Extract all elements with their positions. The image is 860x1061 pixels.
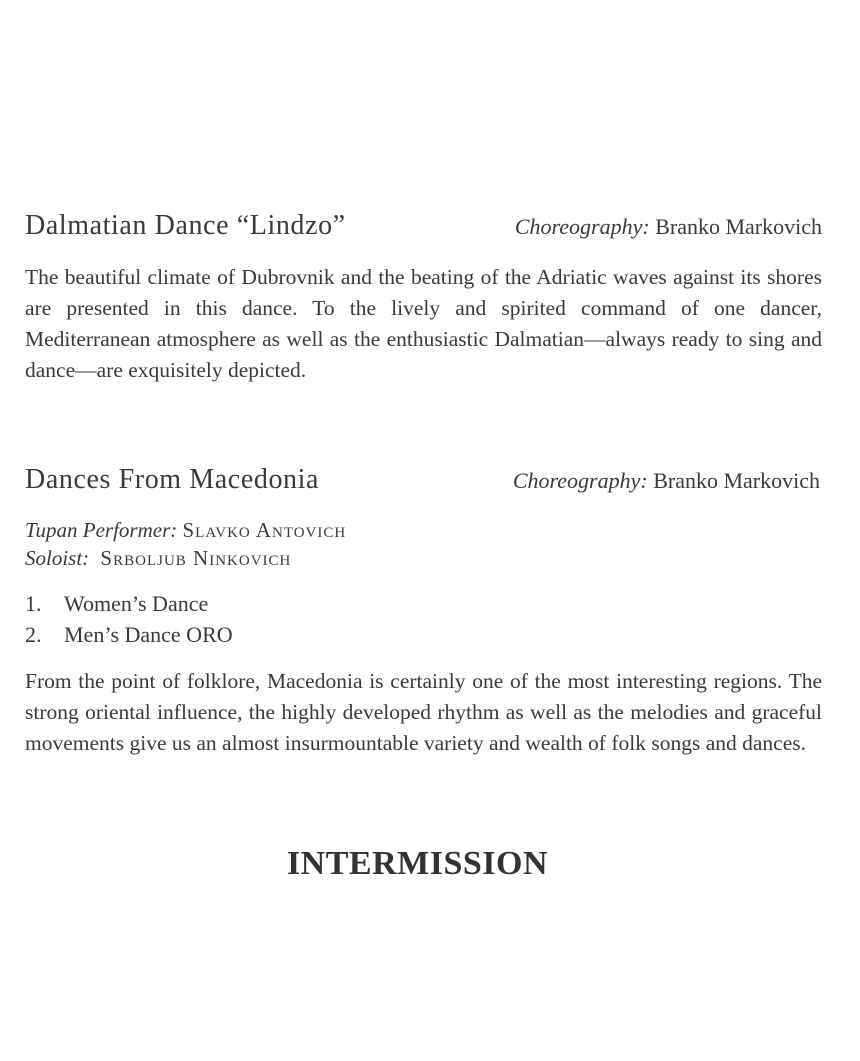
intermission-heading: INTERMISSION [286, 845, 549, 882]
soloist-credit [25, 544, 822, 572]
soloist-label: Soloist: [25, 546, 90, 570]
choreography-label: Choreography: [512, 468, 648, 493]
list-item-label: Women’s Dance [64, 591, 209, 616]
tupan-performer-name: Slavko Antovich [182, 518, 347, 542]
tupan-performer-credit [25, 516, 822, 544]
macedonia-dances-section [25, 464, 822, 759]
dalmatian-heading [25, 210, 822, 244]
macedonia-title: Dances From Macedonia [25, 464, 320, 495]
choreography-label: Choreography: [514, 214, 650, 239]
dalmatian-title: Dalmatian Dance “Lindzo” [25, 210, 346, 241]
performer-credits [25, 516, 822, 572]
list-item [25, 588, 822, 619]
choreographer-name: Branko Markovich [655, 214, 822, 239]
list-item [25, 619, 822, 650]
macedonia-choreography-credit [513, 468, 820, 494]
choreographer-name: Branko Markovich [653, 468, 820, 493]
dalmatian-choreography-credit [515, 214, 822, 240]
list-item-label: Men’s Dance ORO [64, 622, 233, 647]
dalmatian-description: The beautiful climate of Dubrovnik and the beating of the Adriatic waves against its shores are presented in this dance. To the lively and spirited command of one dancer, Mediterranean atmosphere as well as the enthusiastic Dalmatian—always ready to sing and dance—are exquisitely depicted. [25, 265, 822, 382]
list-item-number: 2. [25, 622, 42, 647]
soloist-name: Srboljub Ninkovich [100, 546, 292, 570]
macedonia-description: From the point of folklore, Macedonia is certainly one of the most interesting regions. The strong oriental influence, the highly developed rhythm as well as the melodies and graceful movements give us an almost insurmountable variety and wealth of folk songs and dances. [25, 669, 822, 755]
macedonia-heading [25, 464, 822, 498]
macedonia-dance-list [25, 588, 822, 650]
tupan-performer-label: Tupan Performer: [25, 518, 178, 542]
list-item-number: 1. [25, 591, 42, 616]
dalmatian-dance-section [25, 210, 822, 386]
